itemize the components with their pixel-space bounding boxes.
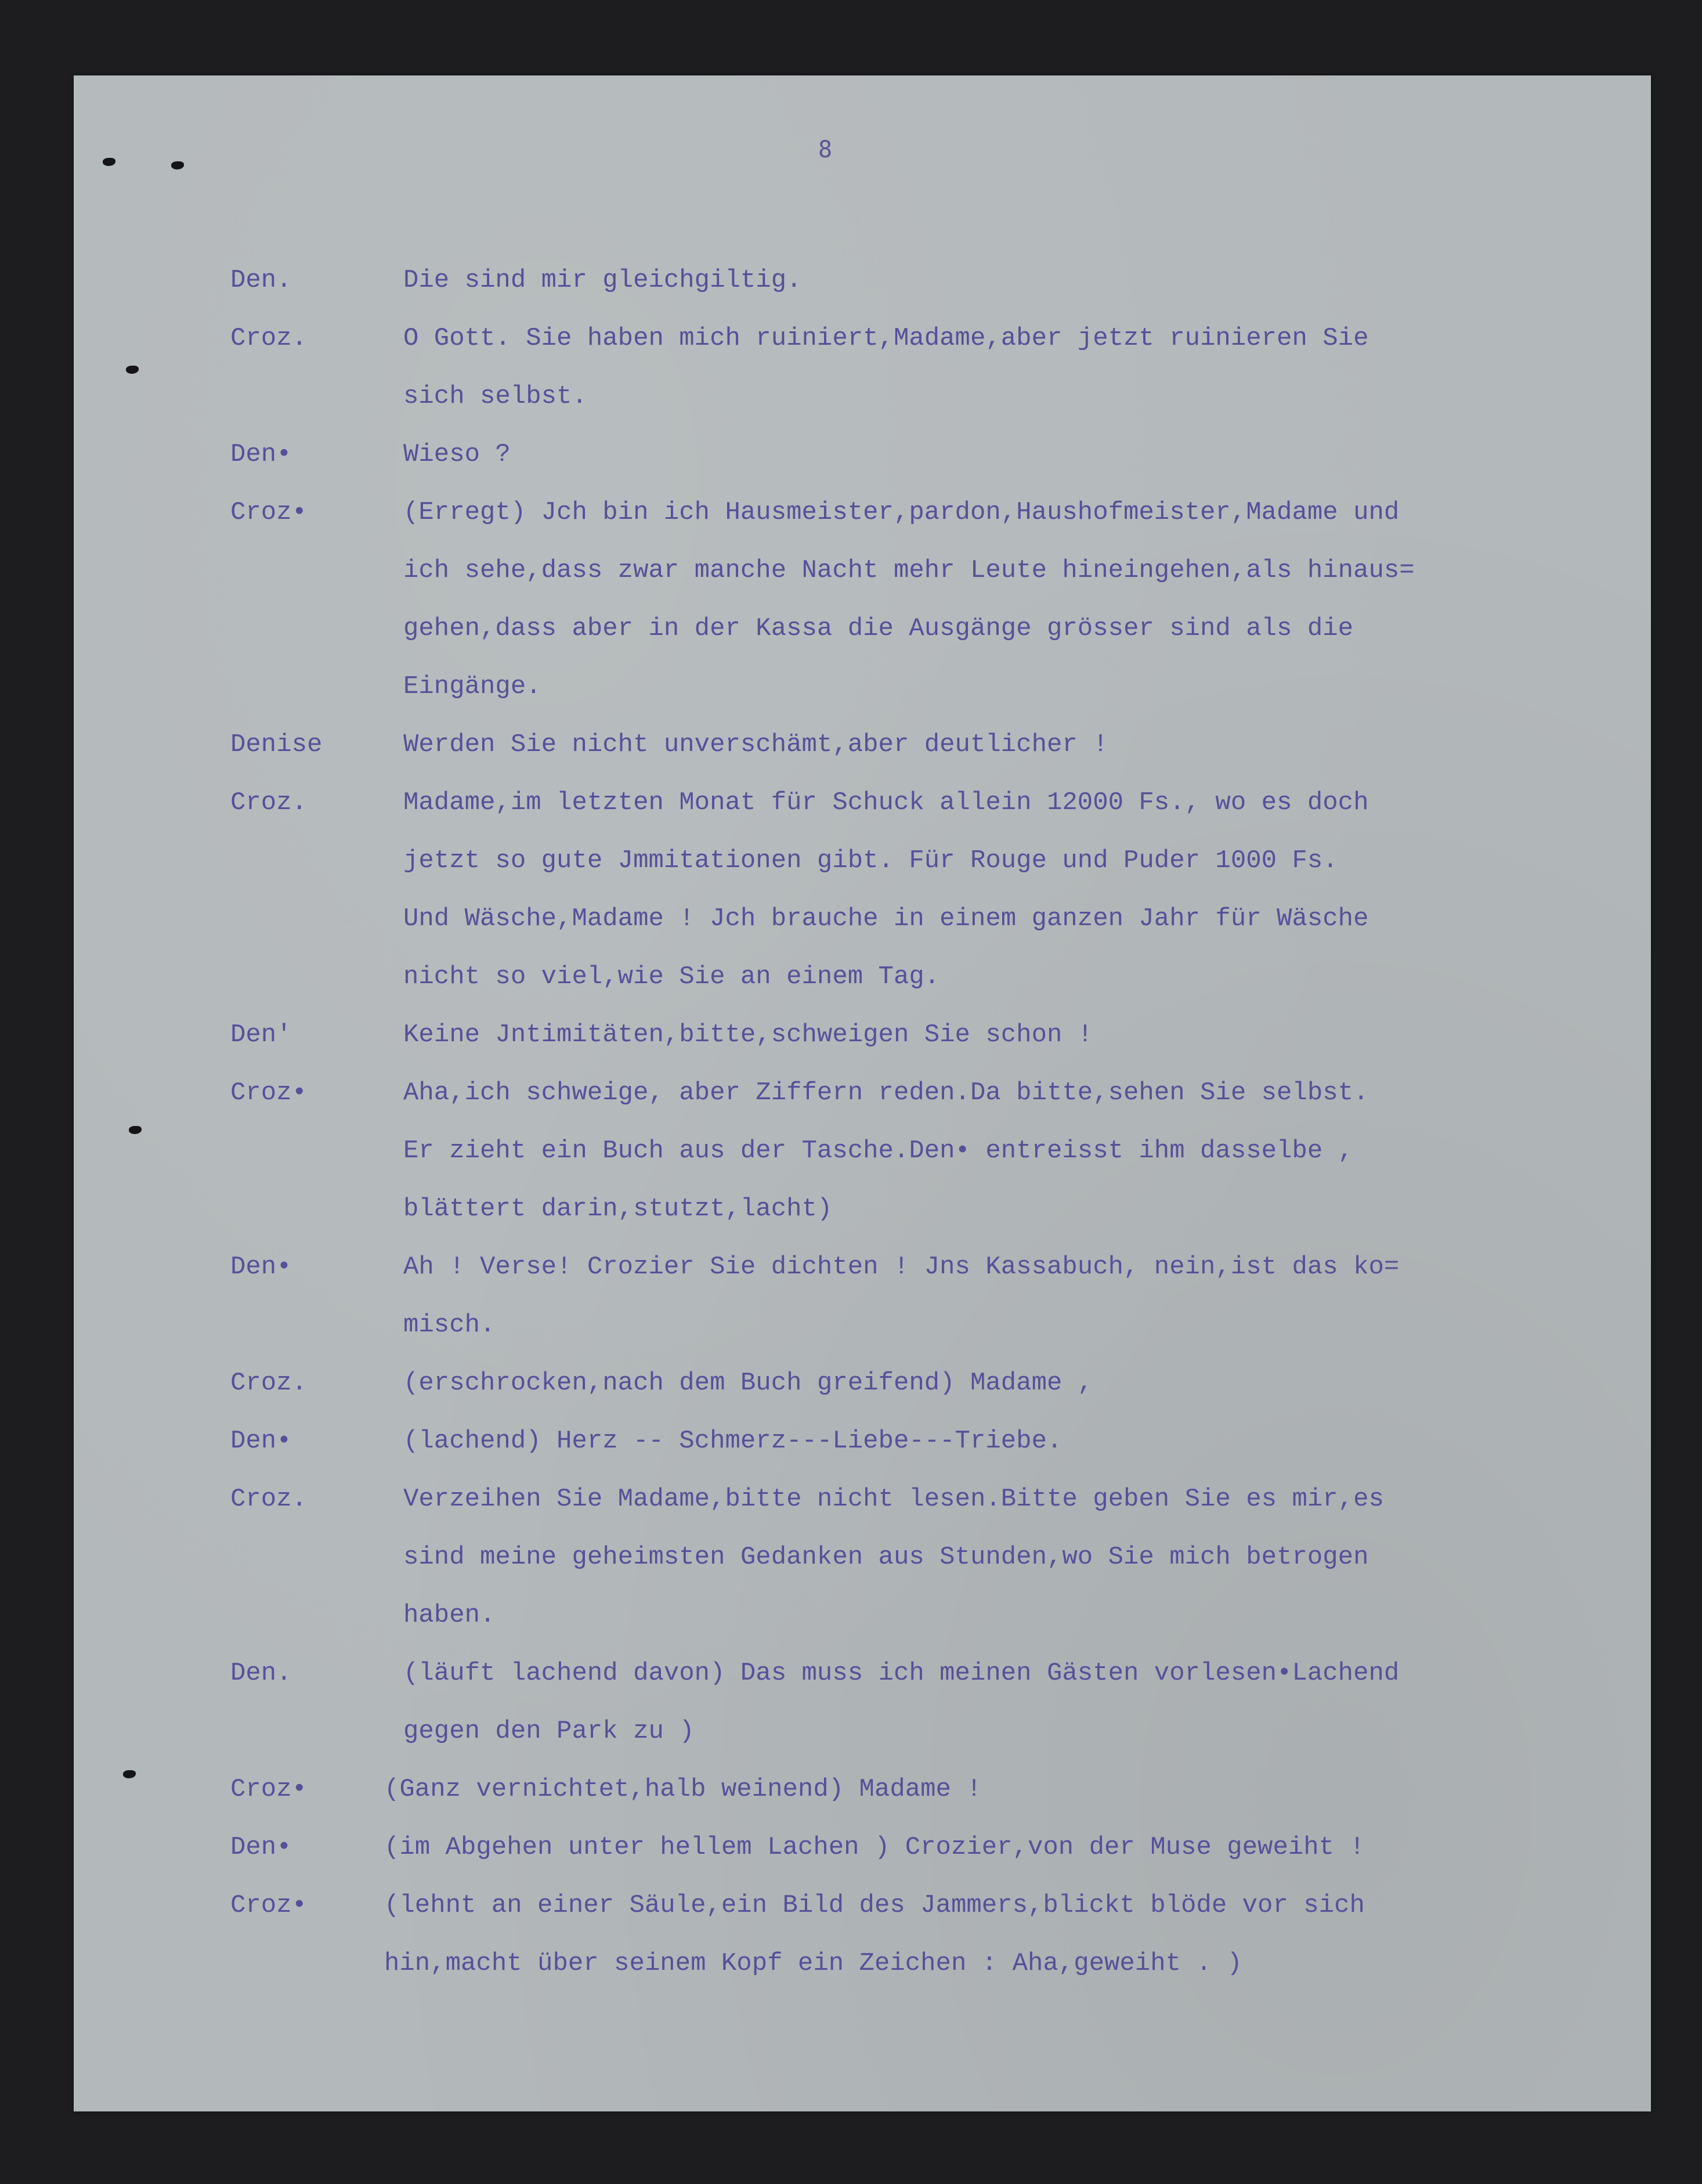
- dialogue-line: jetzt so gute Jmmitationen gibt. Für Rouge und Puder 1000 Fs.: [403, 846, 1338, 875]
- page-number: 8: [818, 136, 833, 163]
- dialogue-line: ich sehe,dass zwar manche Nacht mehr Leute hineingehen,als hinaus=: [403, 556, 1415, 585]
- dialogue-line: (erschrocken,nach dem Buch greifend) Madame ,: [403, 1369, 1093, 1398]
- dialogue-entry: [0, 1064, 1702, 1238]
- dialogue-line: sind meine geheimsten Gedanken aus Stunden,wo Sie mich betrogen: [403, 1543, 1369, 1572]
- dialogue-entry: [0, 1238, 1702, 1354]
- speaker-name: Croz.: [230, 788, 308, 817]
- dialogue-line: sich selbst.: [403, 382, 587, 411]
- speaker-name: Croz•: [230, 1891, 308, 1920]
- dialogue-line: Er zieht ein Buch aus der Tasche.Den• entreisst ihm dasselbe ,: [403, 1136, 1354, 1165]
- dialogue-line: Ah ! Verse! Crozier Sie dichten ! Jns Kassabuch, nein,ist das ko=: [403, 1252, 1400, 1281]
- dialogue-line: misch.: [403, 1311, 496, 1340]
- dialogue-entry: [0, 1876, 1702, 1992]
- dialogue-entry: [0, 716, 1702, 774]
- dialogue-line: Und Wäsche,Madame ! Jch brauche in einem ganzen Jahr für Wäsche: [403, 904, 1369, 933]
- speaker-name: Den•: [230, 440, 292, 469]
- dialogue-line: Keine Jntimitäten,bitte,schweigen Sie schon !: [403, 1020, 1093, 1049]
- dialogue-line: Aha,ich schweige, aber Ziffern reden.Da bitte,sehen Sie selbst.: [403, 1078, 1369, 1107]
- dialogue-line: haben.: [403, 1601, 496, 1630]
- dialogue-line: (im Abgehen unter hellem Lachen ) Crozier,von der Muse geweiht !: [384, 1833, 1365, 1862]
- punch-hole-mark: [103, 158, 115, 166]
- dialogue-entry: [0, 309, 1702, 425]
- speaker-name: Den•: [230, 1833, 292, 1862]
- dialogue-line: Eingänge.: [403, 672, 541, 701]
- dialogue-entry: [0, 1354, 1702, 1412]
- speaker-name: Croz•: [230, 498, 308, 527]
- speaker-name: Croz•: [230, 1078, 308, 1107]
- dialogue-entry: [0, 774, 1702, 1006]
- dialogue-line: blättert darin,stutzt,lacht): [403, 1194, 833, 1223]
- speaker-name: Croz.: [230, 1369, 308, 1398]
- dialogue-line: Die sind mir gleichgiltig.: [403, 266, 802, 295]
- dialogue-line: nicht so viel,wie Sie an einem Tag.: [403, 962, 940, 991]
- speaker-name: Croz•: [230, 1775, 308, 1804]
- dialogue-line: Madame,im letzten Monat für Schuck allein 12000 Fs., wo es doch: [403, 788, 1369, 817]
- script-dialogue: [0, 251, 1702, 1992]
- dialogue-entry: [0, 251, 1702, 309]
- speaker-name: Den.: [230, 1659, 292, 1688]
- dialogue-line: Verzeihen Sie Madame,bitte nicht lesen.Bitte geben Sie es mir,es: [403, 1485, 1384, 1514]
- dialogue-line: Wieso ?: [403, 440, 511, 469]
- dialogue-line: (läuft lachend davon) Das muss ich meinen Gästen vorlesen•Lachend: [403, 1659, 1400, 1688]
- dialogue-line: (lachend) Herz -- Schmerz---Liebe---Triebe.: [403, 1427, 1063, 1456]
- speaker-name: Croz.: [230, 324, 308, 353]
- dialogue-line: hin,macht über seinem Kopf ein Zeichen : Aha,geweiht . ): [384, 1949, 1242, 1978]
- speaker-name: Den': [230, 1020, 292, 1049]
- dialogue-entry: [0, 483, 1702, 716]
- speaker-name: Den•: [230, 1252, 292, 1281]
- dialogue-entry: [0, 1412, 1702, 1470]
- dialogue-line: (lehnt an einer Säule,ein Bild des Jammers,blickt blöde vor sich: [384, 1891, 1365, 1920]
- dialogue-entry: [0, 1006, 1702, 1064]
- speaker-name: Denise: [230, 730, 323, 759]
- dialogue-line: gehen,dass aber in der Kassa die Ausgänge grösser sind als die: [403, 614, 1354, 643]
- dialogue-line: (Ganz vernichtet,halb weinend) Madame !: [384, 1775, 982, 1804]
- punch-hole-mark: [171, 161, 184, 169]
- dialogue-entry: [0, 1470, 1702, 1644]
- dialogue-entry: [0, 1760, 1702, 1818]
- speaker-name: Den.: [230, 266, 292, 295]
- dialogue-line: O Gott. Sie haben mich ruiniert,Madame,aber jetzt ruinieren Sie: [403, 324, 1369, 353]
- dialogue-line: gegen den Park zu ): [403, 1717, 695, 1746]
- dialogue-line: Werden Sie nicht unverschämt,aber deutlicher !: [403, 730, 1108, 759]
- dialogue-entry: [0, 425, 1702, 483]
- dialogue-entry: [0, 1644, 1702, 1760]
- speaker-name: Den•: [230, 1427, 292, 1456]
- speaker-name: Croz.: [230, 1485, 308, 1514]
- dialogue-line: (Erregt) Jch bin ich Hausmeister,pardon,Haushofmeister,Madame und: [403, 498, 1400, 527]
- dialogue-entry: [0, 1818, 1702, 1876]
